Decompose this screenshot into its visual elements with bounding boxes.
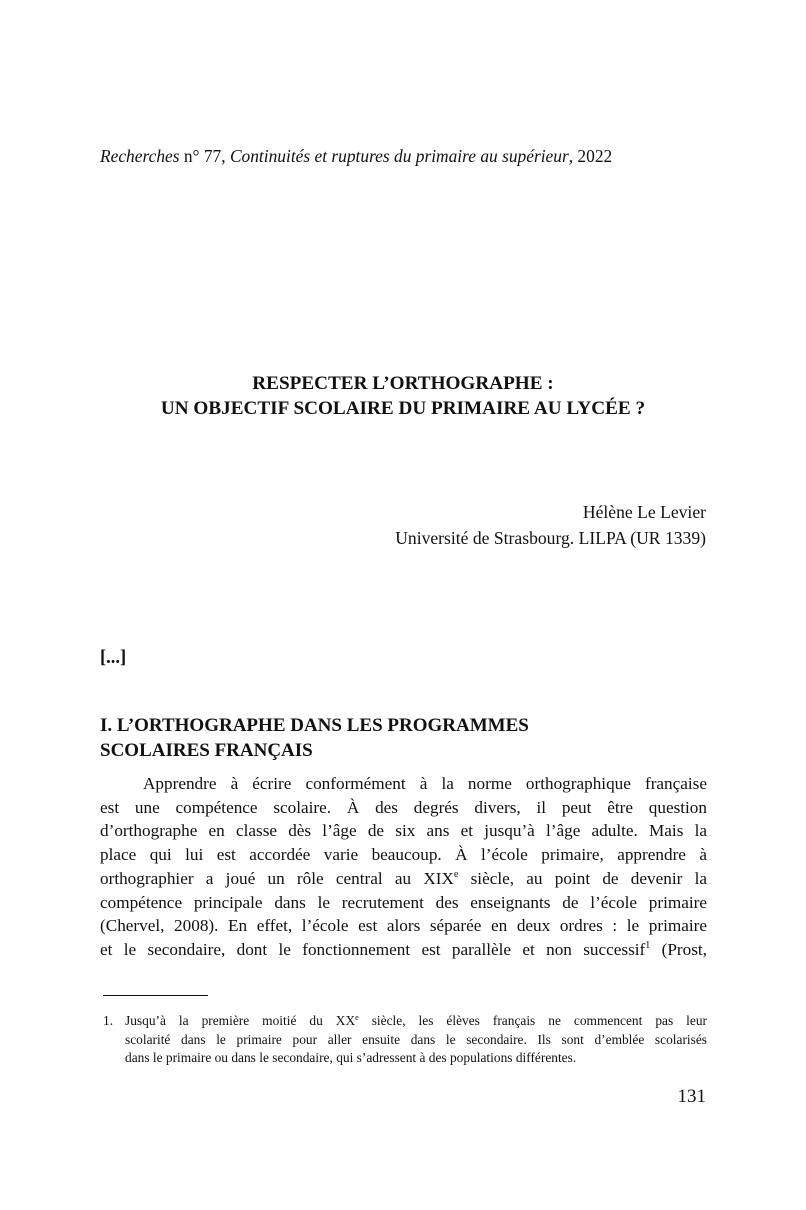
- body-line: Apprendre à écrire conformément à la norme orthographique française: [143, 774, 707, 793]
- body-line: place qui lui est accordée varie beaucoup. À l’école primaire, apprendre à: [100, 845, 707, 865]
- issue-year: , 2022: [568, 146, 613, 166]
- section-heading: [100, 713, 710, 763]
- footnote-separator: [103, 995, 208, 996]
- body-text-segment: orthographier a joué un rôle central au XIX: [100, 868, 454, 888]
- body-line: d’orthographe en classe dès l’âge de six ans et jusqu’à l’âge adulte. Mais la: [100, 821, 707, 841]
- body-paragraph: [100, 772, 707, 962]
- body-line: est une compétence scolaire. À des degrés divers, il peut être question: [100, 797, 707, 817]
- author-name: Hélène Le Levier: [582, 502, 706, 522]
- century-superscript: e: [453, 868, 459, 880]
- running-header: [100, 146, 720, 167]
- century-superscript: e: [355, 1013, 359, 1022]
- author-affiliation: Université de Strasbourg. LILPA (UR 1339): [395, 528, 706, 548]
- body-text-segment: (Prost,: [650, 939, 707, 959]
- issue-theme: Continuités et ruptures du primaire au supérieur: [229, 146, 569, 166]
- footnote-line: [125, 1012, 707, 1031]
- body-text-segment: et le secondaire, dont le fonctionnement est parallèle et non successif: [100, 939, 646, 959]
- body-line: [100, 938, 707, 962]
- footnote: [103, 1012, 707, 1068]
- title-line-1: RESPECTER L’ORTHOGRAPHE :: [252, 373, 554, 394]
- footnote-reference[interactable]: 1: [645, 939, 651, 951]
- title-line-2: UN OBJECTIF SCOLAIRE DU PRIMAIRE AU LYCÉE ?: [160, 398, 646, 419]
- footnote-number: 1.: [103, 1013, 114, 1028]
- issue-number: n° 77,: [179, 146, 230, 166]
- section-heading-line-2: SCOLAIRES FRANÇAIS: [100, 740, 313, 761]
- body-line: (Chervel, 2008). En effet, l’école est alors séparée en deux ordres : le primaire: [100, 916, 707, 936]
- article-title: [0, 371, 806, 421]
- footnote-text-segment: siècle, les élèves français ne commencent pas leur: [358, 1013, 707, 1028]
- page-number: 131: [677, 1086, 706, 1107]
- body-line: compétence principale dans le recrutement des enseignants de l’école primaire: [100, 892, 707, 912]
- footnote-text-segment: Jusqu’à la première moitié du XX: [125, 1013, 356, 1028]
- section-heading-line-1: I. L’ORTHOGRAPHE DANS LES PROGRAMMES: [100, 715, 529, 736]
- footnote-line: scolarité dans le primaire pour aller ensuite dans le secondaire. Ils sont d’emblée scolarisés: [125, 1031, 707, 1047]
- footnote-line: dans le primaire ou dans le secondaire, qui s’adressent à des populations différentes.: [125, 1050, 577, 1066]
- author-block: [395, 499, 706, 551]
- journal-name: Recherches: [100, 146, 180, 166]
- omission-marker: [...]: [100, 648, 127, 668]
- body-line: [100, 867, 707, 891]
- body-text-segment: siècle, au point de devenir la: [458, 868, 707, 888]
